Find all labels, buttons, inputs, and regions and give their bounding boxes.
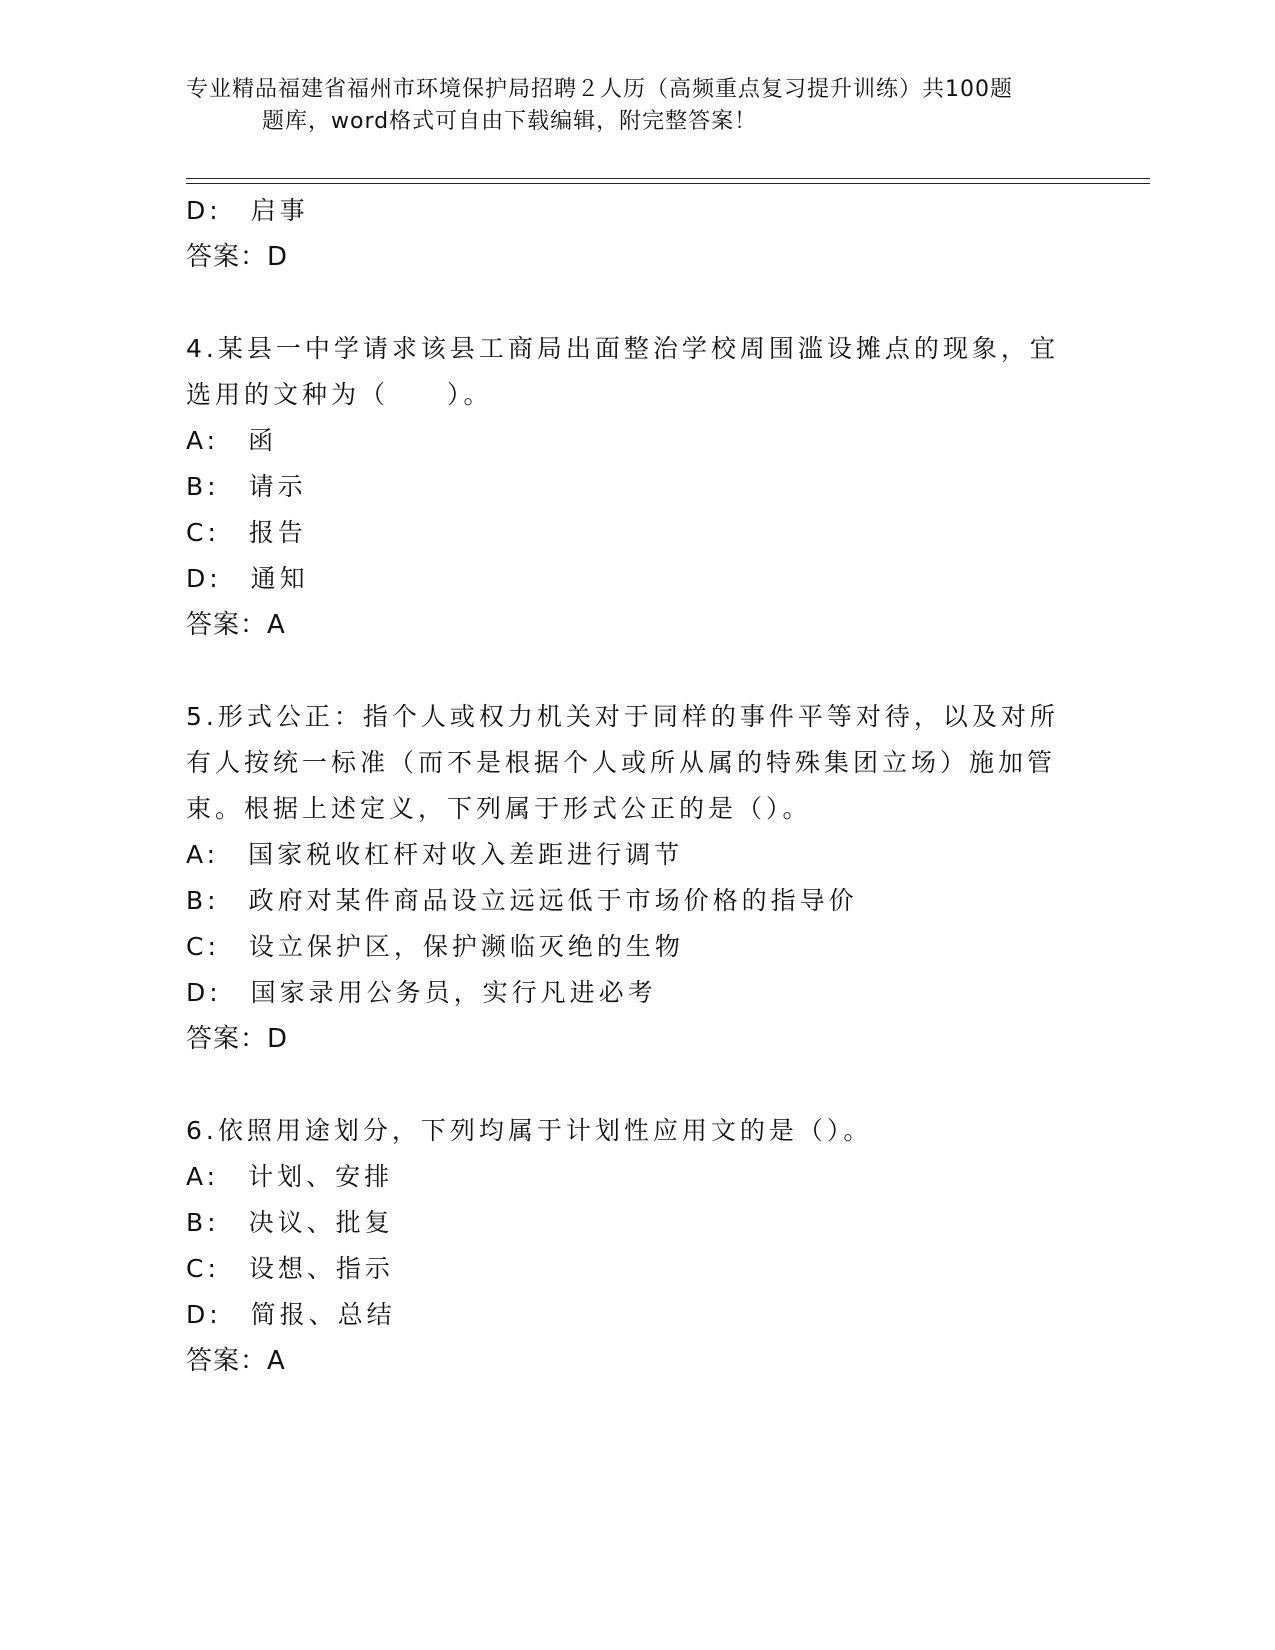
document-body (186, 188, 1086, 1384)
answer: 答案：A (186, 1346, 286, 1376)
option-a: A: 计划、安排 (186, 1162, 394, 1191)
question-stem: 6.依照用途划分，下列均属于计划性应用文的是（）。 (186, 1116, 873, 1145)
header-title-line2: 题库，word格式可自由下载编辑，附完整答案！ (262, 109, 758, 134)
header-divider-top (186, 178, 1150, 179)
option-d: D: 通知 (186, 564, 309, 593)
header-divider-bottom (186, 183, 1150, 184)
option-d: D: 简报、总结 (186, 1300, 396, 1329)
question-4 (186, 326, 1086, 648)
option-c: C: 设立保护区，保护濒临灭绝的生物 (186, 932, 684, 961)
question-5 (186, 694, 1086, 1062)
question-stem: 选用的文种为（ ）。 (186, 380, 493, 409)
question-stem: 4.某县一中学请求该县工商局出面整治学校周围滥设摊点的现象，宜 (186, 334, 1059, 363)
option-d: D: 国家录用公务员，实行凡进必考 (186, 978, 657, 1007)
question-stem: 束。根据上述定义，下列属于形式公正的是（）。 (186, 794, 812, 823)
question-6 (186, 1108, 1086, 1384)
option-c: C: 设想、指示 (186, 1254, 394, 1283)
prev-question-option-d: D: 启事 (186, 196, 309, 225)
document-header (186, 74, 1086, 138)
question-stem: 有人按统一标准（而不是根据个人或所从属的特殊集团立场）施加管 (186, 748, 1057, 777)
option-b: B: 决议、批复 (186, 1208, 394, 1237)
option-a: A: 函 (186, 426, 278, 455)
prev-question-answer: 答案：D (186, 242, 289, 272)
question-stem: 5.形式公正：指个人或权力机关对于同样的事件平等对待，以及对所 (186, 702, 1059, 731)
header-title-line1: 专业精品福建省福州市环境保护局招聘２人历（高频重点复习提升训练）共100题 (186, 77, 1013, 102)
option-b: B: 政府对某件商品设立远远低于市场价格的指导价 (186, 886, 858, 915)
option-c: C: 报告 (186, 518, 307, 547)
answer: 答案：D (186, 1024, 289, 1054)
option-a: A: 国家税收杠杆对收入差距进行调节 (186, 840, 684, 869)
option-b: B: 请示 (186, 472, 307, 501)
answer: 答案：A (186, 610, 286, 640)
